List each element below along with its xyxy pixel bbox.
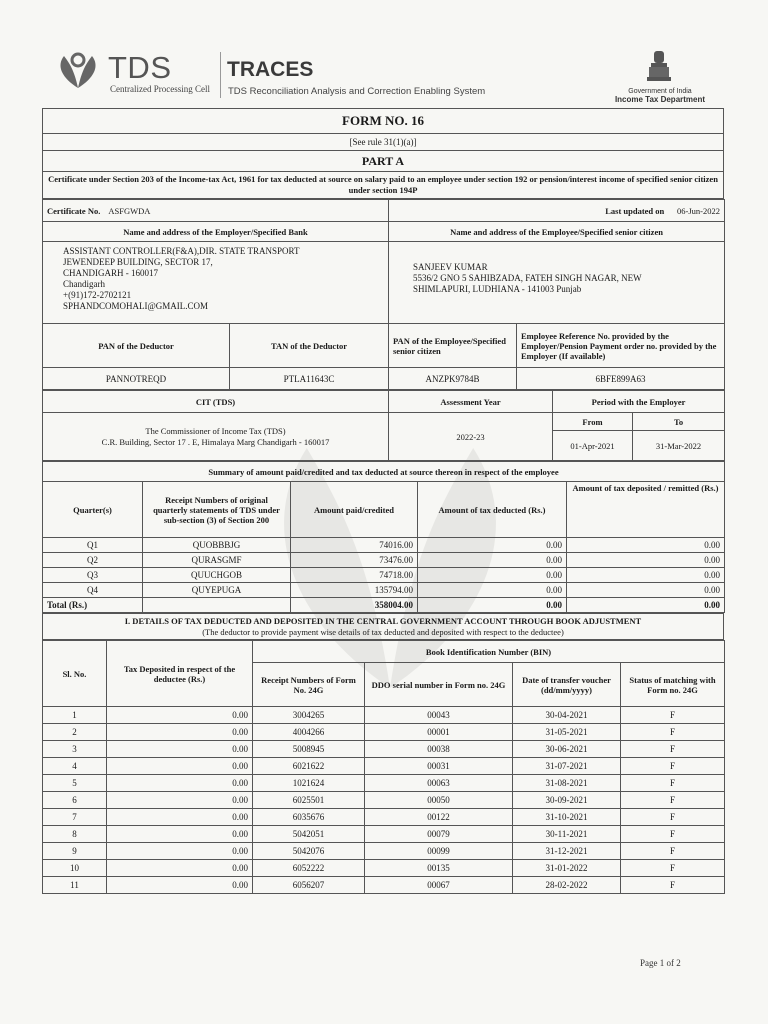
tax-deposited: 0.00 bbox=[567, 568, 725, 583]
table-row bbox=[43, 553, 725, 568]
total-deducted: 0.00 bbox=[418, 598, 567, 613]
table-row bbox=[43, 877, 725, 894]
pan-employee-label: PAN of the Employee/Specified senior citizen bbox=[389, 324, 517, 368]
tax-deposited: 0.00 bbox=[567, 538, 725, 553]
bin-col-ddo: DDO serial number in Form no. 24G bbox=[365, 663, 513, 707]
ddo-serial: 00043 bbox=[365, 707, 513, 724]
match-status: F bbox=[621, 724, 725, 741]
total-deposited: 0.00 bbox=[567, 598, 725, 613]
match-status: F bbox=[621, 877, 725, 894]
header-divider bbox=[220, 52, 221, 98]
employee-heading: Name and address of the Employee/Specified senior citizen bbox=[389, 222, 725, 242]
employee-line: SANJEEV KUMAR bbox=[413, 262, 488, 272]
bin-col-date: Date of transfer voucher (dd/mm/yyyy) bbox=[513, 663, 621, 707]
form-16 bbox=[42, 108, 724, 894]
transfer-date: 30-11-2021 bbox=[513, 826, 621, 843]
tax-deposited: 0.00 bbox=[107, 741, 253, 758]
transfer-date: 28-02-2022 bbox=[513, 877, 621, 894]
ddo-serial: 00038 bbox=[365, 741, 513, 758]
national-emblem-icon bbox=[645, 48, 673, 86]
details-table bbox=[42, 199, 725, 390]
traces-title: TRACES bbox=[227, 58, 314, 81]
receipt: QUUCHGOB bbox=[143, 568, 291, 583]
amount-paid: 74016.00 bbox=[291, 538, 418, 553]
employer-line: ASSISTANT CONTROLLER(F&A),DIR. STATE TRANSPORT bbox=[63, 246, 300, 256]
ddo-serial: 00122 bbox=[365, 809, 513, 826]
last-updated-label: Last updated on bbox=[605, 205, 665, 216]
receipt: QURASGMF bbox=[143, 553, 291, 568]
bin-col-tax: Tax Deposited in respect of the deductee (Rs.) bbox=[107, 641, 253, 707]
certificate-text: Certificate under Section 203 of the Income-tax Act, 1961 for tax deducted at source on salary paid to an employee under section 192 or pension/interest income of specified senior citizen under section 194P bbox=[43, 172, 724, 199]
cit-table bbox=[42, 390, 725, 461]
cit-address bbox=[43, 413, 389, 461]
transfer-date: 31-08-2021 bbox=[513, 775, 621, 792]
certificate-no: ASFGWDA bbox=[108, 205, 151, 216]
sl-no: 1 bbox=[43, 707, 107, 724]
sl-no: 6 bbox=[43, 792, 107, 809]
cpc-label: Centralized Processing Cell bbox=[110, 84, 210, 94]
receipt-number: 4004266 bbox=[253, 724, 365, 741]
tax-deposited: 0.00 bbox=[107, 826, 253, 843]
transfer-date: 31-05-2021 bbox=[513, 724, 621, 741]
receipt-number: 6021622 bbox=[253, 758, 365, 775]
employer-heading: Name and address of the Employer/Specified Bank bbox=[43, 222, 389, 242]
match-status: F bbox=[621, 741, 725, 758]
pan-employee-value: ANZPK9784B bbox=[389, 368, 517, 390]
transfer-date: 30-04-2021 bbox=[513, 707, 621, 724]
amount-paid: 73476.00 bbox=[291, 553, 418, 568]
employer-line: Chandigarh bbox=[63, 279, 105, 289]
receipt-number: 5042076 bbox=[253, 843, 365, 860]
receipt-number: 3004265 bbox=[253, 707, 365, 724]
receipt: QUYEPUGA bbox=[143, 583, 291, 598]
page-number: Page 1 of 2 bbox=[640, 958, 681, 968]
tax-deposited: 0.00 bbox=[107, 860, 253, 877]
to-label: To bbox=[633, 413, 725, 431]
assessment-year-label: Assessment Year bbox=[389, 391, 553, 413]
goi-line2: Income Tax Department bbox=[614, 95, 706, 104]
employer-line: JEWENDEEP BUILDING, SECTOR 17, bbox=[63, 257, 213, 267]
employer-address bbox=[43, 242, 389, 324]
employee-ref-label: Employee Reference No. provided by the Employer/Pension Payment order no. provided by the Employer (If available) bbox=[517, 324, 725, 368]
transfer-date: 31-01-2022 bbox=[513, 860, 621, 877]
receipt-number: 6052222 bbox=[253, 860, 365, 877]
match-status: F bbox=[621, 843, 725, 860]
bin-table bbox=[42, 640, 725, 894]
summary-table bbox=[42, 461, 725, 613]
cit-line: The Commissioner of Income Tax (TDS) bbox=[145, 425, 286, 436]
ddo-serial: 00050 bbox=[365, 792, 513, 809]
form-rule: [See rule 31(1)(a)] bbox=[43, 134, 724, 151]
sl-no: 2 bbox=[43, 724, 107, 741]
table-row bbox=[43, 707, 725, 724]
sl-no: 5 bbox=[43, 775, 107, 792]
tds-logo-icon bbox=[52, 48, 104, 94]
employee-ref-value: 6BFE899A63 bbox=[517, 368, 725, 390]
summary-col-receipt: Receipt Numbers of original quarterly statements of TDS under sub-section (3) of Section 200 bbox=[143, 482, 291, 538]
match-status: F bbox=[621, 826, 725, 843]
bin-col-receipt: Receipt Numbers of Form No. 24G bbox=[253, 663, 365, 707]
receipt-number: 6025501 bbox=[253, 792, 365, 809]
summary-col-deducted: Amount of tax deducted (Rs.) bbox=[418, 482, 567, 538]
tax-deposited: 0.00 bbox=[107, 843, 253, 860]
match-status: F bbox=[621, 860, 725, 877]
traces-subtitle: TDS Reconciliation Analysis and Correction Enabling System bbox=[228, 86, 486, 97]
assessment-year-value: 2022-23 bbox=[389, 413, 553, 461]
receipt: QUOBBBJG bbox=[143, 538, 291, 553]
certificate-no-cell bbox=[43, 200, 389, 222]
sl-no: 11 bbox=[43, 877, 107, 894]
section1-head-table bbox=[42, 613, 724, 640]
table-row bbox=[43, 758, 725, 775]
match-status: F bbox=[621, 809, 725, 826]
ddo-serial: 00001 bbox=[365, 724, 513, 741]
sl-no: 7 bbox=[43, 809, 107, 826]
employer-line: SPHANDCOMOHALI@GMAIL.COM bbox=[63, 301, 209, 311]
employer-line: +(91)172-2702121 bbox=[63, 290, 132, 300]
employee-line: SHIMLAPURI, LUDHIANA - 141003 Punjab bbox=[413, 284, 582, 294]
transfer-date: 31-10-2021 bbox=[513, 809, 621, 826]
section1-subheading: (The deductor to provide payment wise details of tax deducted and deposited with respect to the deductee) bbox=[202, 626, 564, 637]
pan-deductor-value: PANNOTREQD bbox=[43, 368, 230, 390]
cit-line: C.R. Building, Sector 17 . E, Himalaya Marg Chandigarh - 160017 bbox=[101, 436, 330, 447]
tax-deposited: 0.00 bbox=[567, 583, 725, 598]
table-row bbox=[43, 775, 725, 792]
tax-deposited: 0.00 bbox=[107, 792, 253, 809]
part-a-heading: PART A bbox=[43, 151, 724, 172]
tan-deductor-label: TAN of the Deductor bbox=[230, 324, 389, 368]
match-status: F bbox=[621, 792, 725, 809]
receipt-number: 6056207 bbox=[253, 877, 365, 894]
ddo-serial: 00135 bbox=[365, 860, 513, 877]
last-updated-date: 06-Jun-2022 bbox=[677, 205, 721, 216]
tax-deducted: 0.00 bbox=[418, 538, 567, 553]
period-to: 31-Mar-2022 bbox=[633, 431, 725, 461]
table-row bbox=[43, 741, 725, 758]
tax-deducted: 0.00 bbox=[418, 568, 567, 583]
amount-paid: 74718.00 bbox=[291, 568, 418, 583]
form-head-table bbox=[42, 108, 724, 199]
table-row bbox=[43, 583, 725, 598]
receipt-number: 1021624 bbox=[253, 775, 365, 792]
table-row bbox=[43, 809, 725, 826]
page-header bbox=[0, 0, 768, 110]
section1-heading-cell bbox=[43, 614, 724, 640]
pan-deductor-label: PAN of the Deductor bbox=[43, 324, 230, 368]
tax-deducted: 0.00 bbox=[418, 553, 567, 568]
table-row bbox=[43, 843, 725, 860]
period-label: Period with the Employer bbox=[553, 391, 725, 413]
quarter: Q1 bbox=[43, 538, 143, 553]
ddo-serial: 00067 bbox=[365, 877, 513, 894]
tds-logo-text: TDS bbox=[108, 50, 172, 85]
transfer-date: 31-12-2021 bbox=[513, 843, 621, 860]
from-label: From bbox=[553, 413, 633, 431]
tax-deposited: 0.00 bbox=[107, 724, 253, 741]
goi-line1: Government of India bbox=[628, 88, 692, 95]
tax-deposited: 0.00 bbox=[107, 758, 253, 775]
summary-col-deposited: Amount of tax deposited / remitted (Rs.) bbox=[567, 482, 725, 538]
sl-no: 3 bbox=[43, 741, 107, 758]
tax-deposited: 0.00 bbox=[107, 775, 253, 792]
match-status: F bbox=[621, 758, 725, 775]
table-row bbox=[43, 792, 725, 809]
table-row bbox=[43, 860, 725, 877]
tax-deposited: 0.00 bbox=[567, 553, 725, 568]
bin-heading: Book Identification Number (BIN) bbox=[253, 641, 725, 663]
period-from: 01-Apr-2021 bbox=[553, 431, 633, 461]
sl-no: 4 bbox=[43, 758, 107, 775]
tax-deposited: 0.00 bbox=[107, 707, 253, 724]
table-row bbox=[43, 568, 725, 583]
sl-no: 10 bbox=[43, 860, 107, 877]
summary-col-paid: Amount paid/credited bbox=[291, 482, 418, 538]
transfer-date: 31-07-2021 bbox=[513, 758, 621, 775]
tan-deductor-value: PTLA11643C bbox=[230, 368, 389, 390]
transfer-date: 30-06-2021 bbox=[513, 741, 621, 758]
amount-paid: 135794.00 bbox=[291, 583, 418, 598]
goi-label bbox=[610, 88, 710, 105]
total-row bbox=[43, 598, 725, 613]
employer-line: CHANDIGARH - 160017 bbox=[63, 268, 158, 278]
section1-heading: I. DETAILS OF TAX DEDUCTED AND DEPOSITED IN THE CENTRAL GOVERNMENT ACCOUNT THROUGH BOOK ADJUSTMENT bbox=[124, 615, 642, 626]
cit-label: CIT (TDS) bbox=[43, 391, 389, 413]
quarter: Q4 bbox=[43, 583, 143, 598]
tax-deducted: 0.00 bbox=[418, 583, 567, 598]
transfer-date: 30-09-2021 bbox=[513, 792, 621, 809]
last-updated-cell bbox=[389, 200, 725, 222]
sl-no: 8 bbox=[43, 826, 107, 843]
certificate-no-label: Certificate No. bbox=[47, 205, 101, 216]
employee-address bbox=[389, 242, 725, 324]
total-paid: 358004.00 bbox=[291, 598, 418, 613]
form-title: FORM NO. 16 bbox=[43, 109, 724, 134]
summary-col-quarter: Quarter(s) bbox=[43, 482, 143, 538]
ddo-serial: 00063 bbox=[365, 775, 513, 792]
table-row bbox=[43, 538, 725, 553]
sl-no: 9 bbox=[43, 843, 107, 860]
quarter: Q3 bbox=[43, 568, 143, 583]
table-row bbox=[43, 724, 725, 741]
receipt-number: 5008945 bbox=[253, 741, 365, 758]
bin-col-status: Status of matching with Form no. 24G bbox=[621, 663, 725, 707]
ddo-serial: 00099 bbox=[365, 843, 513, 860]
tax-deposited: 0.00 bbox=[107, 877, 253, 894]
ddo-serial: 00031 bbox=[365, 758, 513, 775]
receipt-number: 5042051 bbox=[253, 826, 365, 843]
bin-col-sl: Sl. No. bbox=[43, 641, 107, 707]
ddo-serial: 00079 bbox=[365, 826, 513, 843]
summary-heading: Summary of amount paid/credited and tax deducted at source thereon in respect of the employee bbox=[43, 462, 725, 482]
table-row bbox=[43, 826, 725, 843]
tax-deposited: 0.00 bbox=[107, 809, 253, 826]
employee-line: 5536/2 GNO 5 SAHIBZADA, FATEH SINGH NAGAR, NEW bbox=[413, 273, 642, 283]
match-status: F bbox=[621, 775, 725, 792]
total-label: Total (Rs.) bbox=[43, 598, 143, 613]
total-receipt bbox=[143, 598, 291, 613]
receipt-number: 6035676 bbox=[253, 809, 365, 826]
match-status: F bbox=[621, 707, 725, 724]
quarter: Q2 bbox=[43, 553, 143, 568]
